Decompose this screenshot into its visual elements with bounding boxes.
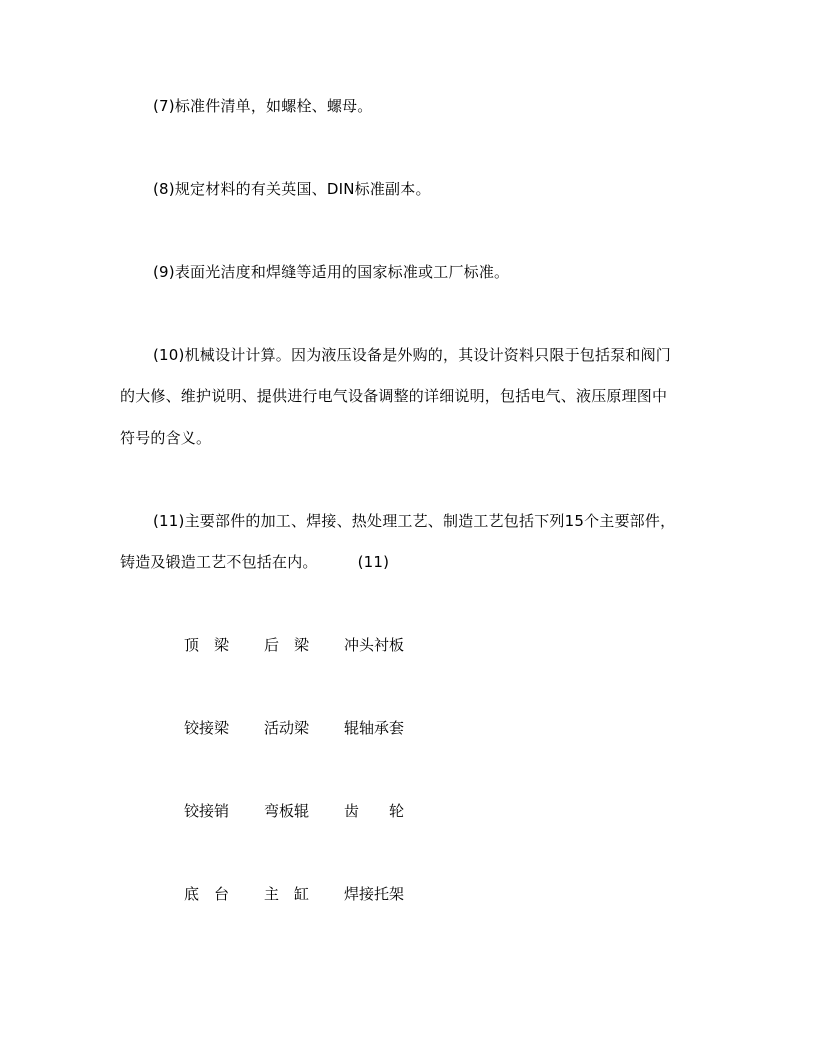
part-cell: 铰接梁 — [184, 719, 230, 737]
part-cell: 铰接销 — [184, 802, 230, 820]
paragraph-item-9: (9)表面光洁度和焊缝等适用的国家标准或工厂标准。 — [153, 263, 510, 281]
paragraph-item-11-line-1: (11)主要部件的加工、焊接、热处理工艺、制造工艺包括下列15个主要部件， — [153, 512, 676, 530]
part-cell: 后 梁 — [264, 636, 310, 654]
part-cell: 底 台 — [184, 885, 230, 903]
paragraph-item-10-line-2: 的大修、维护说明、提供进行电气设备调整的详细说明，包括电气、液压原理图中 — [120, 387, 668, 405]
part-cell: 冲头衬板 — [344, 636, 405, 654]
part-cell: 活动梁 — [264, 719, 310, 737]
part-cell: 辊轴承套 — [344, 719, 405, 737]
part-cell: 焊接托架 — [344, 885, 405, 903]
part-cell: 齿 轮 — [344, 802, 405, 820]
paragraph-item-8: (8)规定材料的有关英国、DIN标准副本。 — [153, 180, 431, 198]
paragraph-item-11-reference: (11) — [357, 553, 390, 571]
part-cell: 顶 梁 — [184, 636, 230, 654]
paragraph-item-11-line-2 — [120, 552, 389, 572]
paragraph-item-10-line-3: 符号的含义。 — [120, 429, 212, 447]
paragraph-item-10-line-1: (10)机械设计计算。因为液压设备是外购的，其设计资料只限于包括泵和阀门 — [153, 346, 671, 364]
part-cell: 主 缸 — [264, 885, 310, 903]
part-cell: 弯板辊 — [264, 802, 310, 820]
paragraph-item-7: (7)标准件清单，如螺栓、螺母。 — [153, 97, 373, 115]
paragraph-item-11-text: 铸造及锻造工艺不包括在内。 — [120, 553, 318, 571]
